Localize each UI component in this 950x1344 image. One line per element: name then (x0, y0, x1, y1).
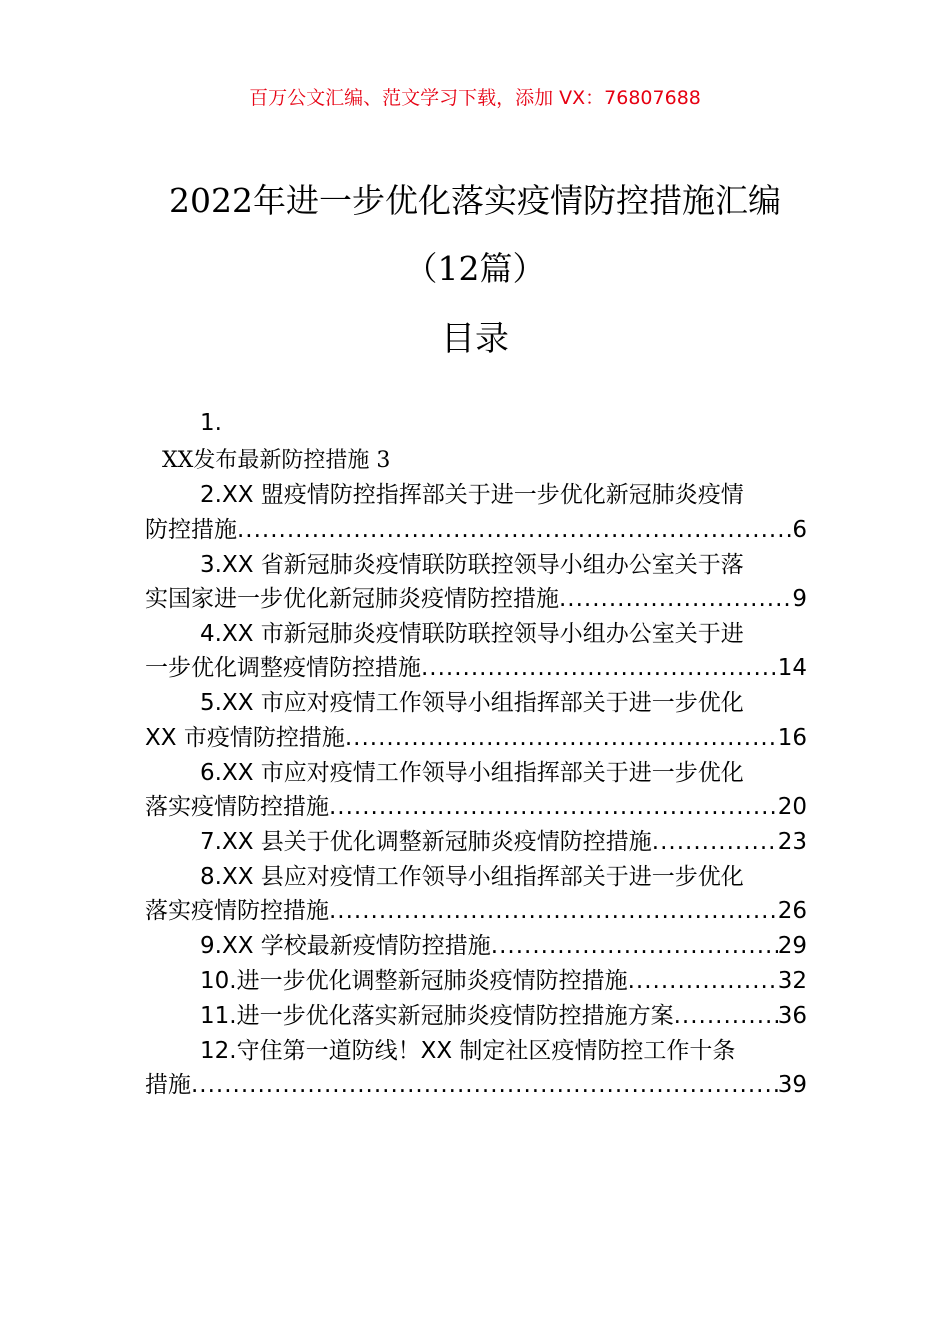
toc-item-11[interactable] (145, 999, 807, 1034)
toc-item-5-text: XX 市疫情防控措施 (145, 725, 345, 751)
toc-item-6-line2[interactable] (145, 790, 807, 825)
toc-item-1-number[interactable]: 1. (200, 410, 222, 436)
toc-item-3-page: 9 (792, 586, 807, 612)
toc-item-10[interactable] (145, 964, 807, 999)
dot-leader (191, 1068, 778, 1103)
toc-item-5-line1[interactable]: 5.XX 市应对疫情工作领导小组指挥部关于进一步优化 (200, 690, 744, 716)
toc-item-4-line1[interactable]: 4.XX 市新冠肺炎疫情联防联控领导小组办公室关于进 (200, 621, 744, 647)
toc-item-12-line1[interactable]: 12.守住第一道防线！XX 制定社区疫情防控工作十条 (200, 1038, 736, 1064)
dot-leader (628, 964, 778, 999)
toc-item-2-line1[interactable]: 2.XX 盟疫情防控指挥部关于进一步优化新冠肺炎疫情 (200, 482, 744, 508)
document-title: 2022年进一步优化落实疫情防控措施汇编 (169, 181, 781, 220)
toc-item-9-text: 9.XX 学校最新疫情防控措施 (200, 933, 491, 959)
toc-item-6-text: 落实疫情防控措施 (145, 794, 329, 820)
toc-item-10-text: 10.进一步优化调整新冠肺炎疫情防控措施 (200, 968, 628, 994)
toc-item-8-line1[interactable]: 8.XX 县应对疫情工作领导小组指挥部关于进一步优化 (200, 864, 744, 890)
toc-item-2-line2[interactable] (145, 513, 807, 548)
toc-item-3-line2[interactable] (145, 582, 807, 617)
toc-item-10-page: 32 (777, 968, 807, 994)
toc-item-12-text: 措施 (145, 1072, 191, 1098)
toc-item-4-line2[interactable] (145, 651, 807, 686)
toc-item-2-page: 6 (792, 517, 807, 543)
dot-leader (421, 651, 778, 686)
toc-item-6-line1[interactable]: 6.XX 市应对疫情工作领导小组指挥部关于进一步优化 (200, 760, 744, 786)
toc-item-2-text: 防控措施 (145, 517, 237, 543)
toc-item-1-text[interactable]: XX发布最新防控措施 3 (162, 448, 391, 473)
toc-item-5-line2[interactable] (145, 721, 807, 756)
toc-item-3-text: 实国家进一步优化新冠肺炎疫情防控措施 (145, 586, 559, 612)
toc-item-5-page: 16 (777, 725, 807, 751)
watermark-banner: 百万公文汇编、范文学习下载，添加 VX：76807688 (249, 87, 701, 109)
toc-item-12-page: 39 (777, 1072, 807, 1098)
toc-item-3-line1[interactable]: 3.XX 省新冠肺炎疫情联防联控领导小组办公室关于落 (200, 552, 744, 578)
dot-leader (329, 790, 778, 825)
toc-item-7-text: 7.XX 县关于优化调整新冠肺炎疫情防控措施 (200, 829, 652, 855)
toc-heading: 目录 (441, 319, 509, 359)
toc-item-9[interactable] (145, 929, 807, 964)
dot-leader (559, 582, 792, 617)
dot-leader (237, 513, 792, 548)
dot-leader (652, 825, 778, 860)
dot-leader (491, 929, 778, 964)
toc-item-6-page: 20 (777, 794, 807, 820)
toc-item-8-line2[interactable] (145, 894, 807, 929)
toc-item-9-page: 29 (777, 933, 807, 959)
toc-item-12-line2[interactable] (145, 1068, 807, 1103)
toc-item-8-text: 落实疫情防控措施 (145, 898, 329, 924)
document-subtitle: （12篇） (404, 249, 546, 288)
dot-leader (329, 894, 778, 929)
toc-item-7-page: 23 (777, 829, 807, 855)
toc-item-11-text: 11.进一步优化落实新冠肺炎疫情防控措施方案 (200, 1003, 674, 1029)
dot-leader (674, 999, 778, 1034)
toc-item-7[interactable] (145, 825, 807, 860)
toc-item-4-text: 一步优化调整疫情防控措施 (145, 655, 421, 681)
toc-item-8-page: 26 (777, 898, 807, 924)
toc-item-11-page: 36 (777, 1003, 807, 1029)
toc-item-4-page: 14 (777, 655, 807, 681)
dot-leader (345, 721, 778, 756)
